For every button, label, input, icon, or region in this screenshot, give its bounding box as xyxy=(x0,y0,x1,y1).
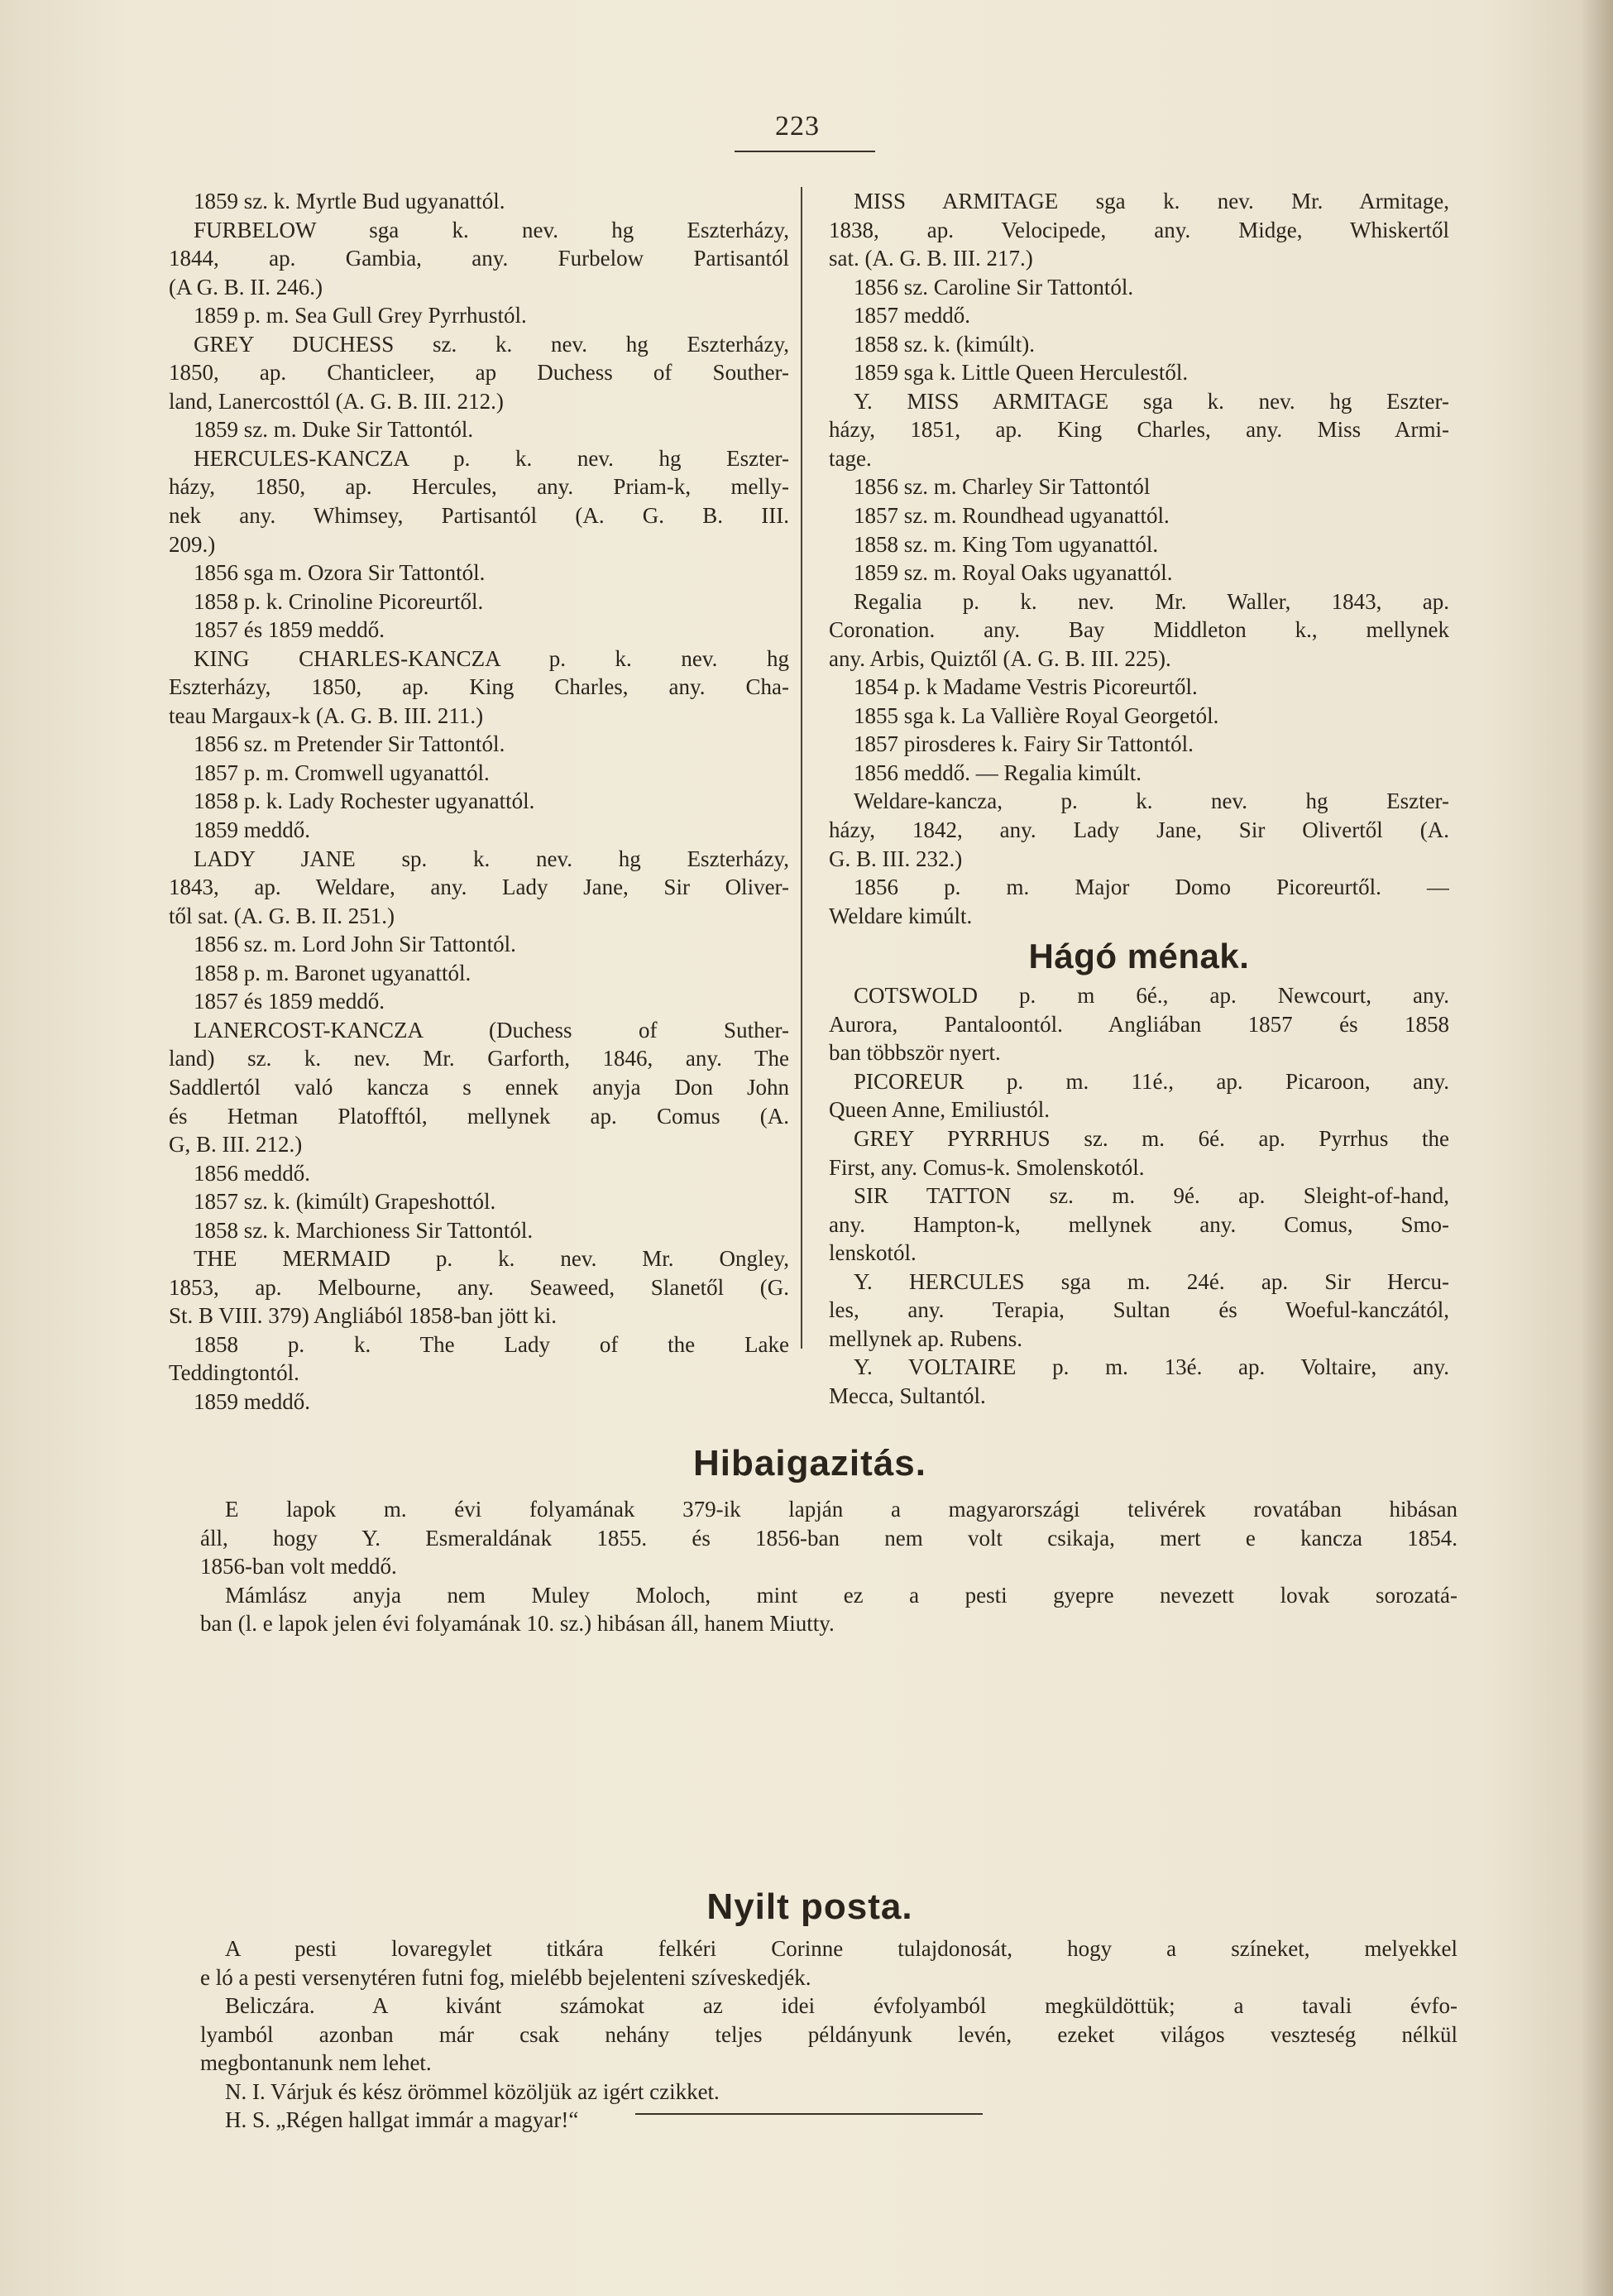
text-line: LADY JANE sp. k. nev. hg Eszterházy, xyxy=(194,846,789,871)
text-line: 209.) xyxy=(169,531,216,557)
text-line: Queen Anne, Emiliustól. xyxy=(829,1097,1050,1123)
right-column-entries xyxy=(829,187,1449,930)
text-line: házy, 1851, ap. King Charles, any. Miss Armi- xyxy=(829,417,1449,443)
text-line: 1856 sz. m Pretender Sir Tattontól. xyxy=(194,731,505,757)
text-line: St. B VIII. 379) Angliából 1858-ban jött ki. xyxy=(169,1303,557,1329)
text-line: 1857 sz. k. (kimúlt) Grapeshottól. xyxy=(194,1189,496,1215)
text-line: 1857 p. m. Cromwell ugyanattól. xyxy=(194,760,490,785)
text-line: 1859 sz. m. Duke Sir Tattontól. xyxy=(194,417,474,443)
text-line: Coronation. any. Bay Middleton k., mellynek xyxy=(829,617,1449,643)
text-line: any. Arbis, Quiztől (A. G. B. III. 225). xyxy=(829,645,1171,671)
page-number-rule xyxy=(735,151,875,152)
text-line: házy, 1850, ap. Hercules, any. Priam-k, melly- xyxy=(169,474,789,500)
left-column xyxy=(169,187,789,1416)
text-line: Aurora, Pantaloontól. Angliában 1857 és 1858 xyxy=(829,1011,1449,1037)
text-line: MISS ARMITAGE sga k. nev. Mr. Armitage, xyxy=(854,189,1449,213)
text-line: 1856 sga m. Ozora Sir Tattontól. xyxy=(194,560,486,586)
text-line: 1857 sz. m. Roundhead ugyanattól. xyxy=(854,503,1170,529)
text-line: 1843, ap. Weldare, any. Lady Jane, Sir Oliver- xyxy=(169,875,789,900)
text-line: Teddingtontól. xyxy=(169,1360,299,1386)
text-line: Eszterházy, 1850, ap. King Charles, any. Cha- xyxy=(169,674,789,700)
text-line: 1855 sga k. La Vallière Royal Georgetól. xyxy=(854,702,1219,728)
text-line: 1856 meddő. xyxy=(194,1160,310,1186)
text-line: 1838, ap. Velocipede, any. Midge, Whiskertől xyxy=(829,217,1449,242)
text-line: Regalia p. k. nev. Mr. Waller, 1843, ap. xyxy=(854,588,1449,614)
text-line: 1859 sga k. Little Queen Herculestől. xyxy=(854,360,1189,386)
text-line: PICOREUR p. m. 11é., ap. Picaroon, any. xyxy=(854,1068,1449,1094)
text-line: 1854 p. k Madame Vestris Picoreurtől. xyxy=(854,674,1198,700)
text-line: 1859 meddő. xyxy=(194,817,310,843)
text-line: lenskotól. xyxy=(829,1240,917,1266)
text-line: land, Lanercosttól (A. G. B. III. 212.) xyxy=(169,388,504,414)
text-line: Mecca, Sultantól. xyxy=(829,1383,986,1408)
text-line: KING CHARLES-KANCZA p. k. nev. hg xyxy=(194,645,789,671)
text-line: áll, hogy Y. Esmeraldának 1855. és 1856-ban nem volt csikaja, mert e kancza 1854. xyxy=(200,1525,1457,1551)
text-line: 1856-ban volt meddő. xyxy=(200,1554,397,1579)
text-line: Saddlertól való kancza s ennek anyja Don John xyxy=(169,1074,789,1100)
text-line: 1857 és 1859 meddő. xyxy=(194,617,385,643)
text-line: házy, 1842, any. Lady Jane, Sir Olivertől (A. xyxy=(829,817,1449,843)
text-line: Y. HERCULES sga m. 24é. ap. Sir Hercu- xyxy=(854,1268,1449,1294)
text-line: FURBELOW sga k. nev. hg Eszterházy, xyxy=(194,217,789,242)
text-line: és Hetman Platofftól, mellynek ap. Comus (A. xyxy=(169,1103,789,1129)
text-line: 1856 sz. m. Charley Sir Tattontól xyxy=(854,474,1151,500)
text-line: THE MERMAID p. k. nev. Mr. Ongley, xyxy=(194,1246,789,1272)
text-line: 1857 és 1859 meddő. xyxy=(194,989,385,1014)
text-line: SIR TATTON sz. m. 9é. ap. Sleight-of-hand, xyxy=(854,1183,1449,1209)
text-line: 1844, ap. Gambia, any. Furbelow Partisantól xyxy=(169,246,789,271)
text-line: A pesti lovaregylet titkára felkéri Corinne tulajdonosát, hogy a színeket, melyekkel xyxy=(225,1936,1457,1961)
text-line: tage. xyxy=(829,445,872,471)
nyilt-posta-body xyxy=(200,1934,1457,2135)
text-line: G. B. III. 232.) xyxy=(829,846,963,871)
text-line: 1858 sz. k. (kimúlt). xyxy=(854,331,1035,357)
text-line: 1853, ap. Melbourne, any. Seaweed, Slanetől (G. xyxy=(169,1274,789,1300)
text-line: LANERCOST-KANCZA (Duchess of Suther- xyxy=(194,1017,789,1043)
text-line: mellynek ap. Rubens. xyxy=(829,1325,1022,1351)
text-line: 1850, ap. Chanticleer, ap Duchess of Souther- xyxy=(169,360,789,386)
text-line: 1859 sz. k. Myrtle Bud ugyanattól. xyxy=(194,189,505,213)
text-line: G, B. III. 212.) xyxy=(169,1132,303,1158)
text-line: 1856 sz. m. Lord John Sir Tattontól. xyxy=(194,932,516,957)
text-line: Y. MISS ARMITAGE sga k. nev. hg Eszter- xyxy=(854,388,1449,414)
text-line: 1858 p. k. The Lady of the Lake xyxy=(194,1331,789,1357)
hibaigazitas-body xyxy=(200,1495,1457,1638)
text-line: 1856 sz. Caroline Sir Tattontól. xyxy=(854,274,1134,300)
bottom-rule xyxy=(635,2113,983,2115)
text-line: sat. (A. G. B. III. 217.) xyxy=(829,246,1033,271)
column-divider xyxy=(801,187,802,1349)
text-line: Beliczára. A kivánt számokat az idei évfolyamból megküldöttük; a tavali évfo- xyxy=(225,1993,1457,2018)
text-line: 1858 sz. k. Marchioness Sir Tattontól. xyxy=(194,1217,534,1243)
text-line: 1858 sz. m. King Tom ugyanattól. xyxy=(854,531,1159,557)
right-column xyxy=(829,187,1449,1410)
text-line: les, any. Terapia, Sultan és Woeful-kanczától, xyxy=(829,1297,1449,1323)
text-line: COTSWOLD p. m 6é., ap. Newcourt, any. xyxy=(854,983,1449,1009)
text-line: megbontanunk nem lehet. xyxy=(200,2050,432,2075)
text-line: E lapok m. évi folyamának 379-ik lapján a magyarországi telivérek rovatában hibásan xyxy=(225,1497,1457,1522)
hibaigazitas-title: Hibaigazitás. xyxy=(693,1443,926,1484)
text-line: Mámlász anyja nem Muley Moloch, mint ez a pesti gyepre nevezett lovak sorozatá- xyxy=(225,1582,1457,1608)
text-line: től sat. (A. G. B. II. 251.) xyxy=(169,903,395,928)
hago-entries xyxy=(829,981,1449,1410)
text-line: e ló a pesti versenytéren futni fog, mielébb bejelenteni szíveskedjék. xyxy=(200,1964,811,1990)
text-line: Weldare kimúlt. xyxy=(829,903,973,928)
text-line: First, any. Comus-k. Smolenskotól. xyxy=(829,1154,1145,1180)
text-line: 1859 meddő. xyxy=(194,1388,310,1414)
text-line: 1857 meddő. xyxy=(854,303,970,328)
text-line: 1858 p. k. Lady Rochester ugyanattól. xyxy=(194,789,535,814)
text-line: ban (l. e lapok jelen évi folyamának 10. sz.) hibásan áll, hanem Miutty. xyxy=(200,1611,835,1636)
nyilt-posta-title: Nyilt posta. xyxy=(706,1886,913,1927)
text-line: 1856 meddő. — Regalia kimúlt. xyxy=(854,760,1142,785)
text-line: ban többször nyert. xyxy=(829,1040,1001,1066)
text-line: 1859 sz. m. Royal Oaks ugyanattól. xyxy=(854,560,1173,586)
text-line: GREY PYRRHUS sz. m. 6é. ap. Pyrrhus the xyxy=(854,1125,1449,1151)
page-number: 223 xyxy=(775,111,820,141)
text-line: N. I. Várjuk és kész örömmel közöljük az igért czikket. xyxy=(225,2078,720,2104)
text-line: 1857 pirosderes k. Fairy Sir Tattontól. xyxy=(854,731,1194,757)
text-line: H. S. „Régen hallgat immár a magyar!“ xyxy=(225,2107,579,2132)
text-line: Weldare-kancza, p. k. nev. hg Eszter- xyxy=(854,789,1449,814)
text-line: (A G. B. II. 246.) xyxy=(169,274,323,300)
text-line: 1859 p. m. Sea Gull Grey Pyrrhustól. xyxy=(194,303,527,328)
text-line: nek any. Whimsey, Partisantól (A. G. B. III. xyxy=(169,503,789,529)
hago-heading: Hágó ménak. xyxy=(1028,937,1250,976)
text-line: 1856 p. m. Major Domo Picoreurtől. — xyxy=(854,875,1449,900)
text-line: HERCULES-KANCZA p. k. nev. hg Eszter- xyxy=(194,445,789,471)
text-line: any. Hampton-k, mellynek any. Comus, Smo- xyxy=(829,1211,1449,1237)
page-binding-shadow xyxy=(1580,0,1613,2296)
text-line: GREY DUCHESS sz. k. nev. hg Eszterházy, xyxy=(194,331,789,357)
text-line: 1858 p. k. Crinoline Picoreurtől. xyxy=(194,588,484,614)
text-line: land) sz. k. nev. Mr. Garforth, 1846, any. The xyxy=(169,1046,789,1071)
text-line: lyamból azonban már csak nehány teljes példányunk levén, ezeket világos veszteség nélkül xyxy=(200,2021,1457,2047)
text-line: teau Margaux-k (A. G. B. III. 211.) xyxy=(169,702,484,728)
text-line: 1858 p. m. Baronet ugyanattól. xyxy=(194,960,471,985)
text-line: Y. VOLTAIRE p. m. 13é. ap. Voltaire, any. xyxy=(854,1354,1449,1380)
